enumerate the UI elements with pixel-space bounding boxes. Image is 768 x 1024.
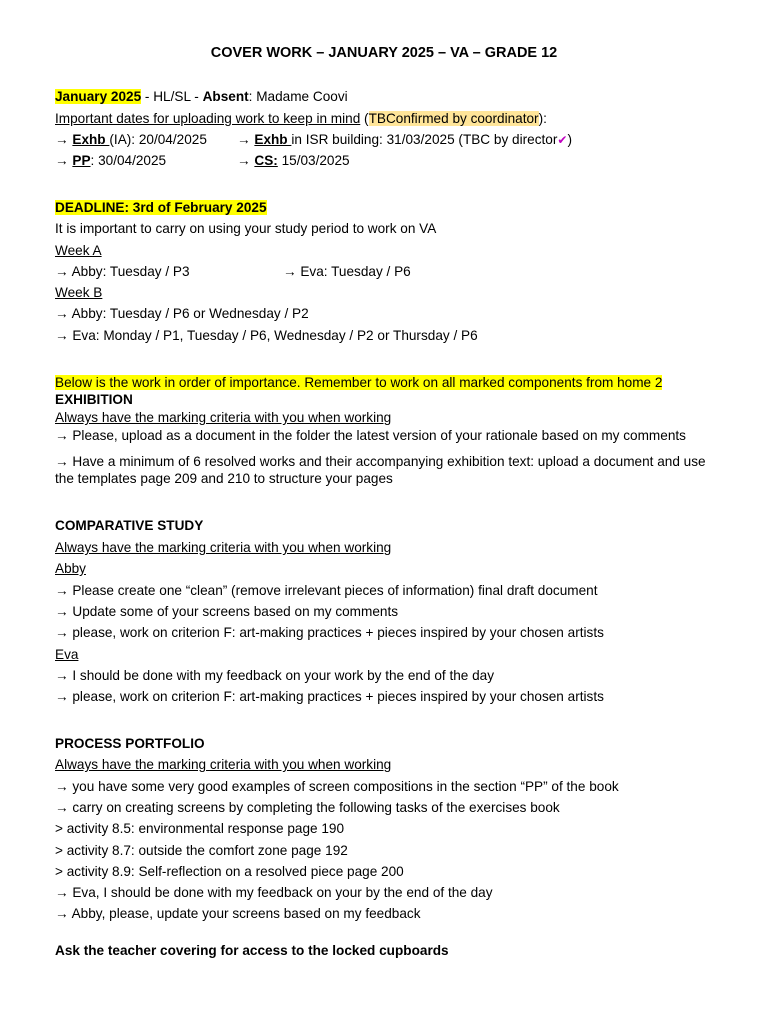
tbc-close: ): — [538, 111, 547, 126]
eva-label: Eva — [55, 647, 79, 662]
list-item: > activity 8.9: Self-reflection on a resolved piece page 200 — [55, 864, 404, 879]
exhb-ia-date — [55, 131, 207, 148]
exhb-isr-close: ) — [567, 132, 572, 147]
week-b-abby: → Abby: Tuesday / P6 or Wednesday / P2 — [55, 306, 309, 321]
study-period-text: It is important to carry on using your study period to work on VA — [55, 221, 437, 236]
tbc-open: ( — [360, 111, 369, 126]
check-icon: ✔ — [557, 133, 568, 147]
importance-note: Below is the work in order of importance. Remember to work on all marked components from home 2 — [55, 375, 663, 390]
week-b-label: Week B — [55, 285, 103, 300]
importance-note-line — [55, 374, 662, 391]
list-item: → Update some of your screens based on my comments — [55, 604, 399, 619]
absent-label: Absent — [202, 89, 249, 104]
abby-label: Abby — [55, 561, 86, 576]
list-item: → carry on creating screens by completing the following tasks of the exercises book — [55, 800, 560, 815]
exhb-isr-date — [237, 131, 572, 149]
arrow: → — [237, 132, 255, 147]
pp-date — [55, 152, 166, 169]
exhibition-item: → Please, upload as a document in the folder the latest version of your rationale based on my comments — [55, 428, 686, 443]
list-item: → please, work on criterion F: art-making practices + pieces inspired by your chosen artists — [55, 625, 604, 640]
dates-heading: Important dates for uploading work to keep in mind — [55, 111, 361, 126]
cs-date — [237, 152, 350, 169]
deadline-line — [55, 199, 267, 216]
pp-value: : 30/04/2025 — [90, 153, 167, 168]
deadline-text: DEADLINE: 3rd of February 2025 — [55, 200, 267, 215]
list-item: → I should be done with my feedback on your work by the end of the day — [55, 668, 495, 683]
portfolio-heading: PROCESS PORTFOLIO — [55, 736, 205, 751]
exhb-ia-label: Exhb — [72, 132, 110, 147]
cs-label: CS: — [254, 153, 278, 168]
exhibition-item: → Have a minimum of 6 resolved works and their accompanying exhibition text: upload a document and use the templates page 209 and 210 to structure your pages — [55, 454, 706, 486]
week-a-eva: → Eva: Tuesday / P6 — [283, 264, 411, 279]
week-a-label: Week A — [55, 243, 102, 258]
exhb-isr-value: in ISR building: 31/03/2025 (TBC by director — [291, 132, 558, 147]
list-item: → Please create one “clean” (remove irrelevant pieces of information) final draft document — [55, 583, 598, 598]
dates-heading-line — [55, 110, 547, 127]
list-item: > activity 8.5: environmental response page 190 — [55, 821, 345, 836]
absent-value: : Madame Coovi — [248, 89, 348, 104]
arrow: → — [55, 132, 73, 147]
portfolio-criteria: Always have the marking criteria with you when working — [55, 757, 392, 772]
list-item: → you have some very good examples of screen compositions in the section “PP” of the book — [55, 779, 619, 794]
list-item: → Eva, I should be done with my feedback on your by the end of the day — [55, 885, 493, 900]
list-item: > activity 8.7: outside the comfort zone page 192 — [55, 843, 348, 858]
exhb-ia-value: (IA): 20/04/2025 — [109, 132, 207, 147]
week-a-abby: → Abby: Tuesday / P3 — [55, 264, 190, 279]
list-item: → please, work on criterion F: art-making practices + pieces inspired by your chosen artists — [55, 689, 604, 704]
level-text: - HL/SL - — [141, 89, 203, 104]
document-title: COVER WORK – JANUARY 2025 – VA – GRADE 12 — [210, 45, 558, 61]
exhb-isr-label: Exhb — [254, 132, 292, 147]
list-item: → Abby, please, update your screens based on my feedback — [55, 906, 421, 921]
cs-value: 15/03/2025 — [277, 153, 350, 168]
arrow: → — [55, 153, 73, 168]
intro-line — [55, 88, 348, 105]
exhibition-heading: EXHIBITION — [55, 392, 133, 407]
exhibition-criteria: Always have the marking criteria with you when working — [55, 410, 392, 425]
arrow: → — [237, 153, 255, 168]
month-label: January 2025 — [55, 89, 142, 104]
comparative-heading: COMPARATIVE STUDY — [55, 518, 204, 533]
footer-note: Ask the teacher covering for access to the locked cupboards — [55, 943, 449, 958]
comparative-criteria: Always have the marking criteria with you when working — [55, 540, 392, 555]
tbc-note: TBConfirmed by coordinator — [368, 111, 539, 126]
pp-label: PP — [72, 153, 91, 168]
week-b-eva: → Eva: Monday / P1, Tuesday / P6, Wednesday / P2 or Thursday / P6 — [55, 328, 478, 343]
